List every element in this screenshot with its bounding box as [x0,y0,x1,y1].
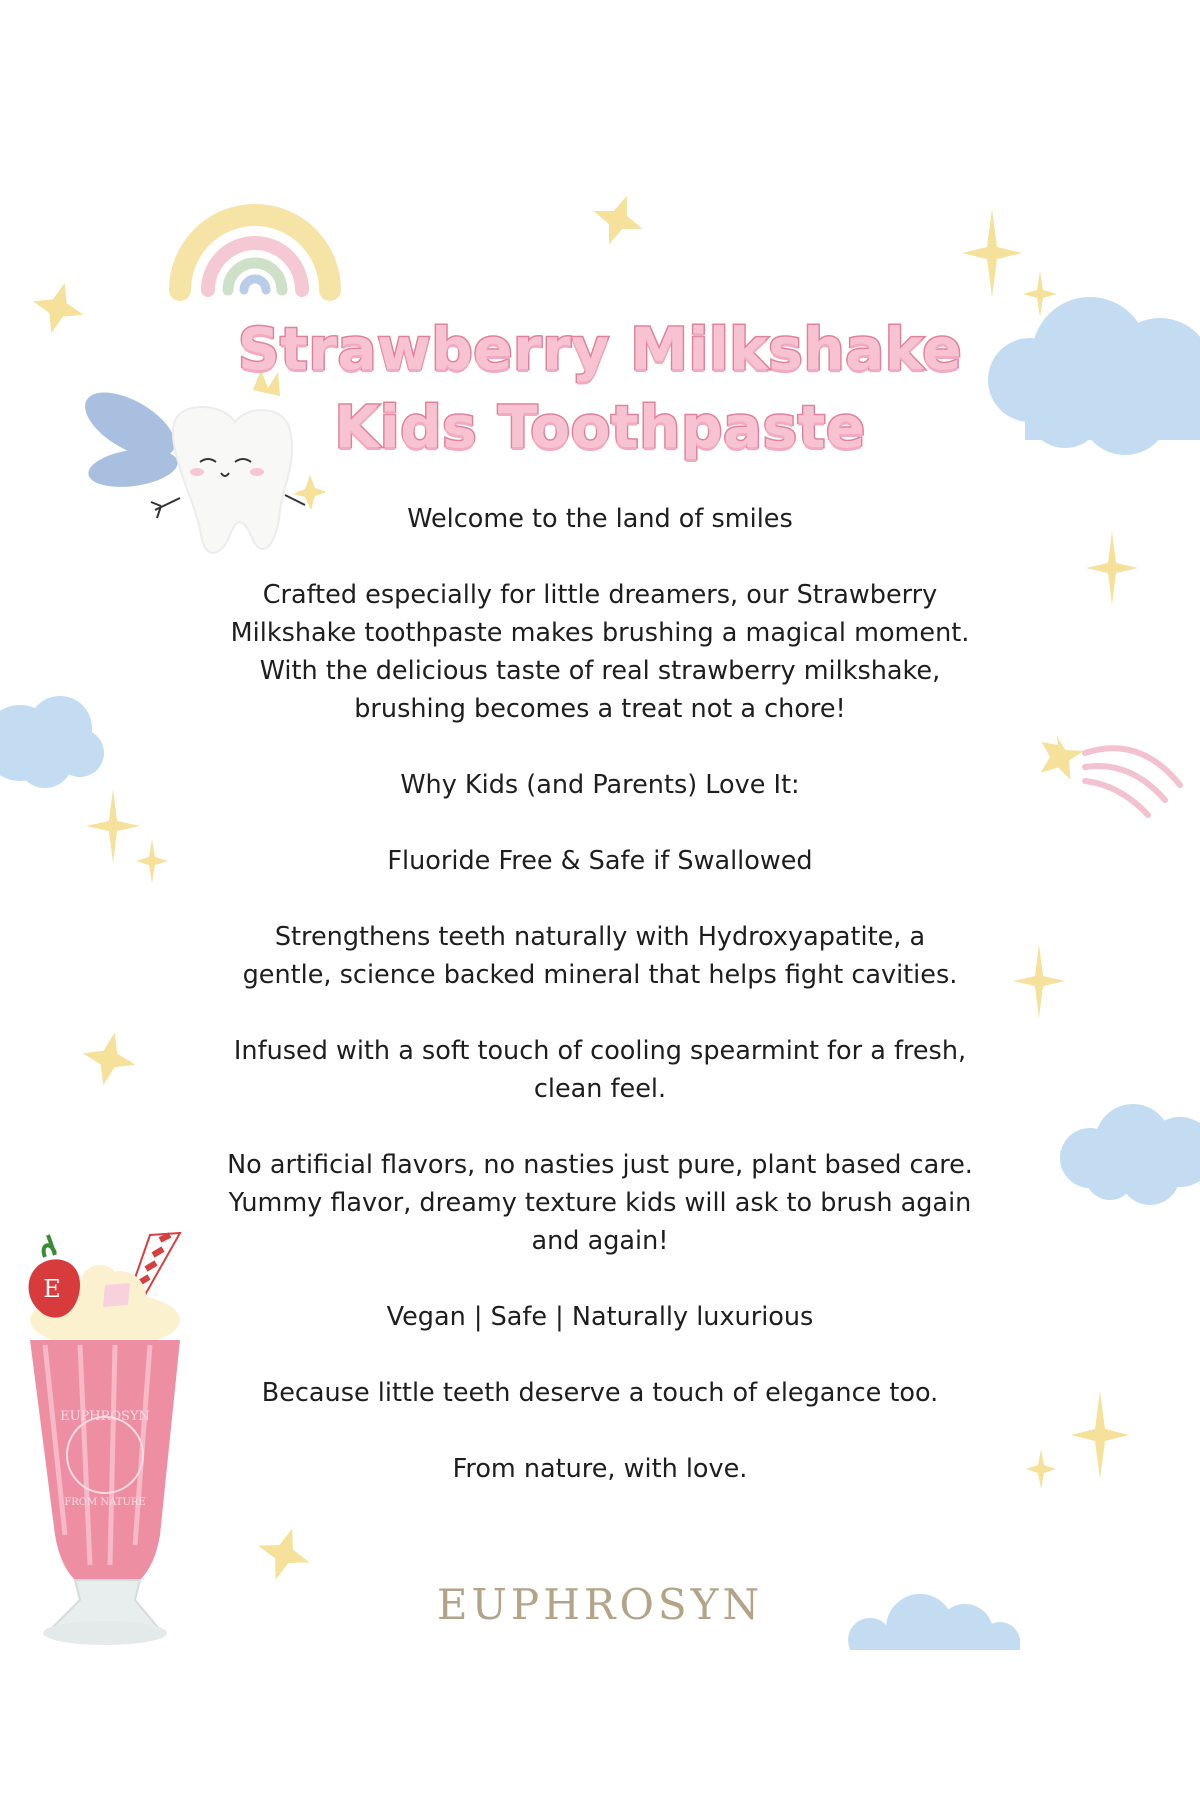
star-icon [1070,1390,1130,1480]
sign-off: From nature, with love. [452,1454,748,1484]
benefit-hydroxyapatite: Strengthens teeth naturally with Hydroxyapatite, a gentle, science backed mineral that helps fight cavities. [242,922,958,990]
benefit-plant-based: No artificial flavors, no nasties just pure, plant based care. Yummy flavor, dreamy texture kids will ask to brush again and again! [227,1150,973,1256]
page-title [200,310,1000,466]
star-icon [1085,530,1139,606]
star-icon [30,280,86,336]
milkshake-icon [10,1205,195,1650]
title-line-1: Strawberry Milkshake [237,315,963,383]
cloud-icon [0,688,105,793]
shooting-star-icon [1030,715,1190,825]
brand-logo: EUPHROSYN [436,1580,764,1629]
glass-brand-subtitle: FROM NATURE [64,1497,146,1508]
star-icon [590,192,646,248]
benefits-heading: Why Kids (and Parents) Love It: [400,770,800,800]
logo-letter: E [43,1275,61,1303]
welcome-text: Welcome to the land of smiles [407,504,793,534]
star-icon [85,788,141,864]
star-icon [135,838,169,884]
product-description [170,500,1030,1526]
rainbow-icon [160,175,350,305]
closing-line: Because little teeth deserve a touch of elegance too. [261,1378,939,1408]
cloud-icon [1055,1100,1200,1210]
star-icon [80,1030,138,1088]
star-icon [960,208,1024,298]
star-icon [255,1525,313,1583]
cloud-icon [975,290,1200,465]
title-line-2: Kids Toothpaste [334,393,866,461]
cloud-icon [840,1590,1025,1650]
intro-paragraph: Crafted especially for little dreamers, our Strawberry Milkshake toothpaste makes brushing a magical moment. With the delicious taste of real strawberry milkshake, brushing becomes a treat not a chore! [230,580,970,724]
glass-brand-label: EUPHROSYN [60,1409,150,1424]
benefit-spearmint: Infused with a soft touch of cooling spearmint for a fresh, clean feel. [233,1036,967,1104]
tagline: Vegan | Safe | Naturally luxurious [386,1302,814,1332]
benefit-fluoride-free: Fluoride Free & Safe if Swallowed [387,846,813,876]
